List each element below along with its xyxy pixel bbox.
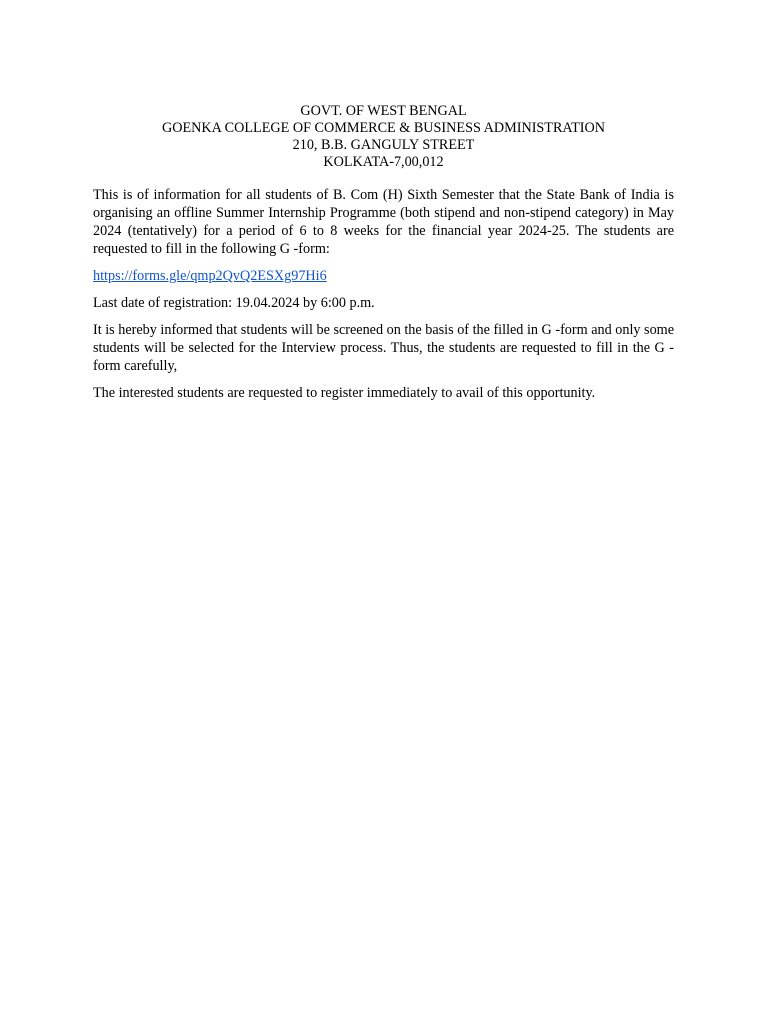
form-link-paragraph bbox=[93, 267, 674, 285]
govt-line: GOVT. OF WEST BENGAL bbox=[300, 103, 467, 119]
city-pincode: KOLKATA-7,00,012 bbox=[323, 154, 444, 170]
registration-deadline: Last date of registration: 19.04.2024 by 6:00 p.m. bbox=[93, 295, 375, 311]
street-address: 210, B.B. GANGULY STREET bbox=[292, 137, 475, 153]
notice-body bbox=[93, 186, 674, 402]
notice-paragraph-screening: It is hereby informed that students will be screened on the basis of the filled in G -form and only some students will be selected for the Interview process. Thus, the students are requested to fill in the G -form carefully, bbox=[93, 322, 674, 374]
college-name: GOENKA COLLEGE OF COMMERCE & BUSINESS ADMINISTRATION bbox=[162, 120, 605, 136]
notice-paragraph-intro: This is of information for all students of B. Com (H) Sixth Semester that the State Bank of India is organising an offline Summer Internship Programme (both stipend and non-stipend category) in May 2024 (tentatively) for a period of 6 to 8 weeks for the financial year 2024-25. The students are requested to fill in the following G -form: bbox=[93, 187, 674, 257]
notice-paragraph-closing: The interested students are requested to register immediately to avail of this opportunity. bbox=[93, 385, 596, 401]
letterhead bbox=[93, 103, 674, 171]
google-form-link[interactable]: https://forms.gle/qmp2QvQ2ESXg97Hi6 bbox=[93, 268, 327, 284]
